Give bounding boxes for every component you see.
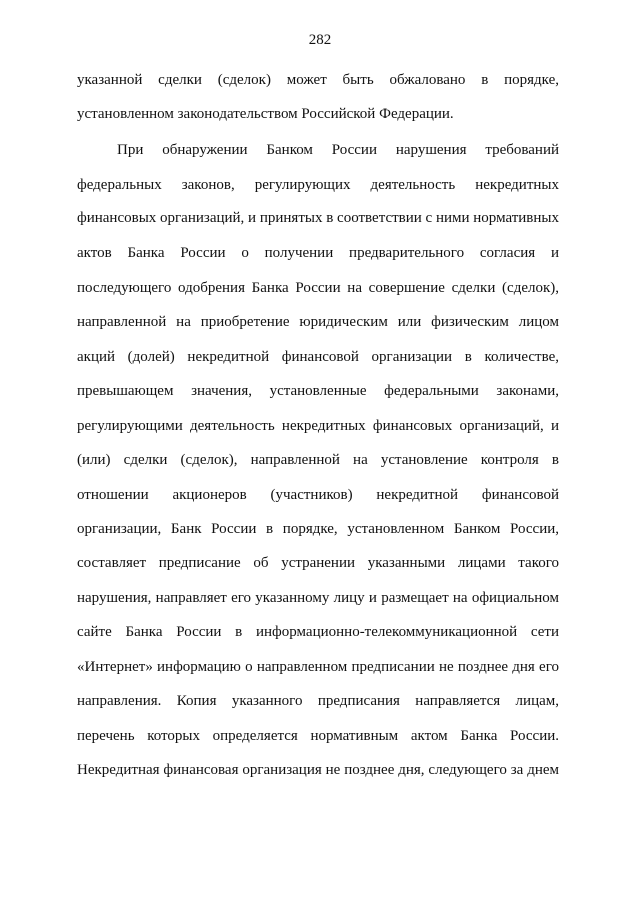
text-line: отношении акционеров (участников) некредитной финансовой — [77, 487, 559, 503]
text-line: финансовых организаций, и принятых в соответствии с ними нормативных — [77, 210, 559, 226]
text-line: сайте Банка России в информационно-телекоммуникационной сети — [77, 624, 559, 640]
text-line: (или) сделки (сделок), направленной на установление контроля в — [77, 452, 559, 468]
page-number: 282 — [308, 32, 332, 48]
text-line: направленной на приобретение юридическим или физическим лицом — [77, 314, 559, 330]
text-line: превышающем значения, установленные федеральными законами, — [77, 383, 559, 399]
text-line: указанной сделки (сделок) может быть обжаловано в порядке, — [77, 72, 559, 88]
text-line: перечень которых определяется нормативным актом Банка России. — [77, 728, 559, 744]
text-line: направления. Копия указанного предписания направляется лицам, — [77, 693, 559, 709]
text-line: регулирующими деятельность некредитных финансовых организаций, и — [77, 418, 559, 434]
text-line: организации, Банк России в порядке, установленном Банком России, — [77, 521, 559, 537]
text-line: последующего одобрения Банка России на совершение сделки (сделок), — [77, 280, 559, 296]
text-line: нарушения, направляет его указанному лицу и размещает на официальном — [77, 590, 559, 606]
text-line: акций (долей) некредитной финансовой организации в количестве, — [77, 349, 559, 365]
text-line: составляет предписание об устранении указанными лицами такого — [77, 555, 559, 571]
text-line: федеральных законов, регулирующих деятельность некредитных — [77, 177, 559, 193]
text-line: Некредитная финансовая организация не позднее дня, следующего за днем — [77, 762, 559, 778]
paragraph-first-line: При обнаружении Банком России нарушения требований — [117, 142, 559, 158]
text-line: установленном законодательством Российской Федерации. — [77, 106, 454, 122]
text-line: актов Банка России о получении предварительного согласия и — [77, 245, 559, 261]
text-line: «Интернет» информацию о направленном предписании не позднее дня его — [77, 659, 559, 675]
